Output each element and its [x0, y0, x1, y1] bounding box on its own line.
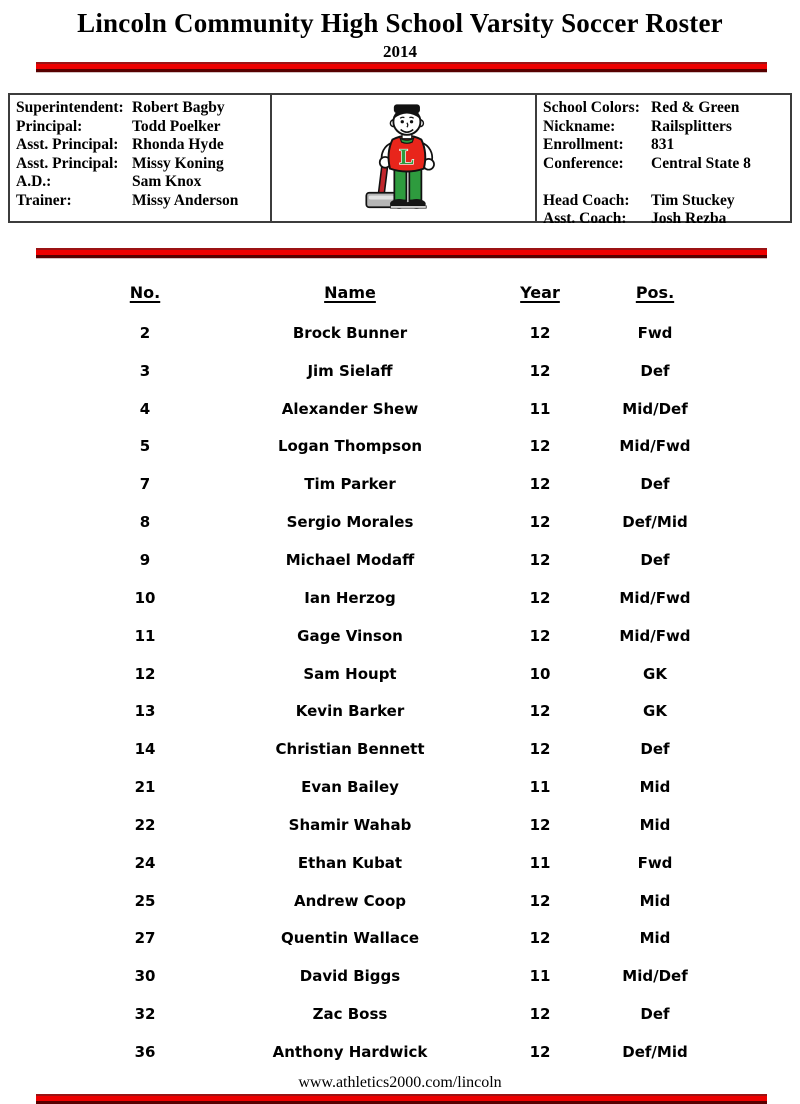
cell-position: Mid/Def	[622, 399, 688, 418]
cell-year: 12	[529, 361, 551, 380]
cell-position: Fwd	[637, 853, 673, 872]
table-row	[85, 882, 725, 920]
table-row	[85, 655, 725, 693]
info-value: Todd Poelker	[132, 117, 221, 135]
info-label: A.D.:	[16, 173, 52, 190]
cell-position: Def/Mid	[622, 1042, 688, 1061]
info-row	[543, 210, 786, 229]
info-value: Railsplitters	[651, 117, 732, 135]
info-label: Head Coach:	[543, 191, 630, 209]
cell-name: Jim Sielaff	[307, 361, 393, 380]
footer-url: www.athletics2000.com/lincoln	[298, 1074, 502, 1091]
info-value: Central State 8	[651, 154, 751, 172]
info-value: Robert Bagby	[132, 99, 225, 116]
info-label	[543, 173, 651, 192]
mascot-cell	[272, 95, 537, 221]
table-row	[85, 465, 725, 503]
cell-number: 10	[134, 588, 156, 607]
info-row	[543, 155, 786, 174]
info-label: Asst. Principal:	[16, 136, 119, 153]
info-label: School Colors:	[543, 99, 640, 116]
table-row	[85, 692, 725, 730]
info-row	[16, 173, 266, 192]
cell-position: Mid	[639, 929, 671, 948]
cell-name: Anthony Hardwick	[272, 1042, 428, 1061]
cell-name: Shamir Wahab	[288, 815, 412, 834]
table-row	[85, 617, 725, 655]
cell-year: 12	[529, 550, 551, 569]
cell-name: Alexander Shew	[281, 399, 419, 418]
cell-name: Logan Thompson	[277, 437, 423, 456]
table-row	[85, 428, 725, 466]
cell-name: Zac Boss	[312, 1005, 388, 1024]
table-row	[85, 768, 725, 806]
page-title: Lincoln Community High School Varsity Soccer Roster	[77, 8, 723, 38]
info-label: Enrollment:	[543, 136, 624, 153]
cell-year: 11	[529, 778, 551, 797]
cell-number: 8	[139, 513, 151, 532]
cell-year: 12	[529, 588, 551, 607]
cell-name: Michael Modaff	[285, 550, 415, 569]
cell-name: Sergio Morales	[286, 513, 414, 532]
info-row	[16, 136, 266, 155]
cell-year: 11	[529, 853, 551, 872]
table-row	[85, 995, 725, 1033]
cell-year: 12	[529, 475, 551, 494]
cell-name: Gage Vinson	[297, 626, 403, 645]
column-header-name: Name	[324, 283, 376, 302]
roster-header-row	[85, 283, 725, 314]
info-value: Rhonda Hyde	[132, 136, 224, 153]
roster-body	[85, 314, 725, 1071]
info-value: Red & Green	[651, 99, 740, 116]
table-row	[85, 314, 725, 352]
cell-number: 30	[134, 967, 156, 986]
cell-name: Andrew Coop	[293, 891, 407, 910]
cell-position: Def/Mid	[622, 513, 688, 532]
cell-position: Mid/Fwd	[619, 437, 691, 456]
cell-year: 12	[529, 1005, 551, 1024]
info-label: Superintendent:	[16, 99, 124, 116]
cell-number: 12	[134, 664, 156, 683]
cell-name: Evan Bailey	[301, 778, 399, 797]
cell-number: 9	[139, 550, 151, 569]
cell-position: Mid	[639, 815, 671, 834]
cell-year: 12	[529, 1042, 551, 1061]
svg-text:L: L	[398, 143, 414, 169]
table-row	[85, 579, 725, 617]
cell-year: 11	[529, 399, 551, 418]
cell-position: Mid/Fwd	[619, 626, 691, 645]
info-value: 831	[651, 136, 675, 153]
red-rule-top	[36, 62, 767, 72]
cell-name: Tim Parker	[304, 475, 396, 494]
cell-year: 12	[529, 702, 551, 721]
cell-number: 22	[134, 815, 156, 834]
cell-name: Kevin Barker	[295, 702, 405, 721]
cell-year: 12	[529, 815, 551, 834]
cell-year: 12	[529, 740, 551, 759]
cell-year: 12	[529, 437, 551, 456]
school-info-box	[8, 93, 792, 227]
table-row	[85, 390, 725, 428]
table-row	[85, 806, 725, 844]
cell-position: Def	[640, 550, 670, 569]
cell-number: 24	[134, 853, 156, 872]
cell-name: Brock Bunner	[292, 323, 408, 342]
table-row	[85, 541, 725, 579]
info-value: Josh Rezba	[651, 210, 727, 227]
table-row	[85, 352, 725, 390]
table-row	[85, 503, 725, 541]
cell-position: Def	[640, 361, 670, 380]
cell-number: 2	[139, 323, 151, 342]
cell-position: Fwd	[637, 323, 673, 342]
info-label: Trainer:	[16, 191, 72, 209]
cell-number: 32	[134, 1005, 156, 1024]
column-header-no: No.	[129, 283, 161, 302]
info-label: Asst. Coach:	[543, 210, 627, 227]
railsplitter-mascot-icon	[355, 101, 453, 215]
year-subtitle: 2014	[383, 42, 417, 61]
cell-position: Mid/Fwd	[619, 588, 691, 607]
info-value: Tim Stuckey	[651, 191, 735, 209]
info-label: Principal:	[16, 117, 83, 135]
info-value: Missy Koning	[132, 154, 224, 172]
cell-position: GK	[643, 702, 667, 721]
info-row	[16, 99, 266, 118]
cell-year: 11	[529, 967, 551, 986]
cell-number: 36	[134, 1042, 156, 1061]
cell-year: 12	[529, 626, 551, 645]
info-value	[651, 173, 786, 192]
info-row	[543, 136, 786, 155]
info-row	[16, 118, 266, 137]
cell-position: Mid/Def	[622, 967, 688, 986]
info-value: Sam Knox	[132, 173, 202, 190]
cell-name: Ethan Kubat	[297, 853, 403, 872]
table-row	[85, 844, 725, 882]
info-row	[543, 118, 786, 137]
cell-name: Ian Herzog	[304, 588, 396, 607]
cell-year: 12	[529, 323, 551, 342]
cell-position: GK	[643, 664, 667, 683]
red-rule-bottom	[36, 1094, 767, 1104]
info-row	[543, 192, 786, 211]
cell-number: 21	[134, 778, 156, 797]
cell-name: Sam Houpt	[303, 664, 397, 683]
cell-number: 27	[134, 929, 156, 948]
cell-number: 3	[139, 361, 151, 380]
column-header-year: Year	[520, 283, 560, 302]
cell-year: 10	[529, 664, 551, 683]
cell-number: 13	[134, 702, 156, 721]
table-row	[85, 1033, 725, 1071]
cell-position: Mid	[639, 891, 671, 910]
info-label: Asst. Principal:	[16, 154, 119, 172]
info-value: Missy Anderson	[132, 191, 239, 209]
cell-position: Def	[640, 1005, 670, 1024]
info-label: Nickname:	[543, 117, 616, 135]
red-rule-middle	[36, 248, 767, 258]
cell-position: Mid	[639, 778, 671, 797]
school-facts-list	[537, 95, 790, 227]
info-row	[543, 99, 786, 118]
cell-year: 12	[529, 929, 551, 948]
staff-list	[10, 95, 272, 221]
cell-number: 7	[139, 475, 151, 494]
cell-name: Christian Bennett	[275, 740, 425, 759]
info-row	[16, 155, 266, 174]
cell-year: 12	[529, 891, 551, 910]
cell-name: Quentin Wallace	[280, 929, 420, 948]
cell-position: Def	[640, 740, 670, 759]
cell-number: 14	[134, 740, 156, 759]
table-row	[85, 957, 725, 995]
cell-number: 5	[139, 437, 151, 456]
cell-number: 11	[134, 626, 156, 645]
table-row	[85, 920, 725, 958]
column-header-pos: Pos.	[635, 283, 675, 302]
table-row	[85, 730, 725, 768]
info-row	[16, 192, 266, 211]
cell-number: 4	[139, 399, 151, 418]
roster-table	[85, 283, 725, 1071]
info-row	[543, 173, 786, 192]
cell-number: 25	[134, 891, 156, 910]
info-label: Conference:	[543, 154, 624, 172]
cell-name: David Biggs	[299, 967, 401, 986]
cell-position: Def	[640, 475, 670, 494]
cell-year: 12	[529, 513, 551, 532]
